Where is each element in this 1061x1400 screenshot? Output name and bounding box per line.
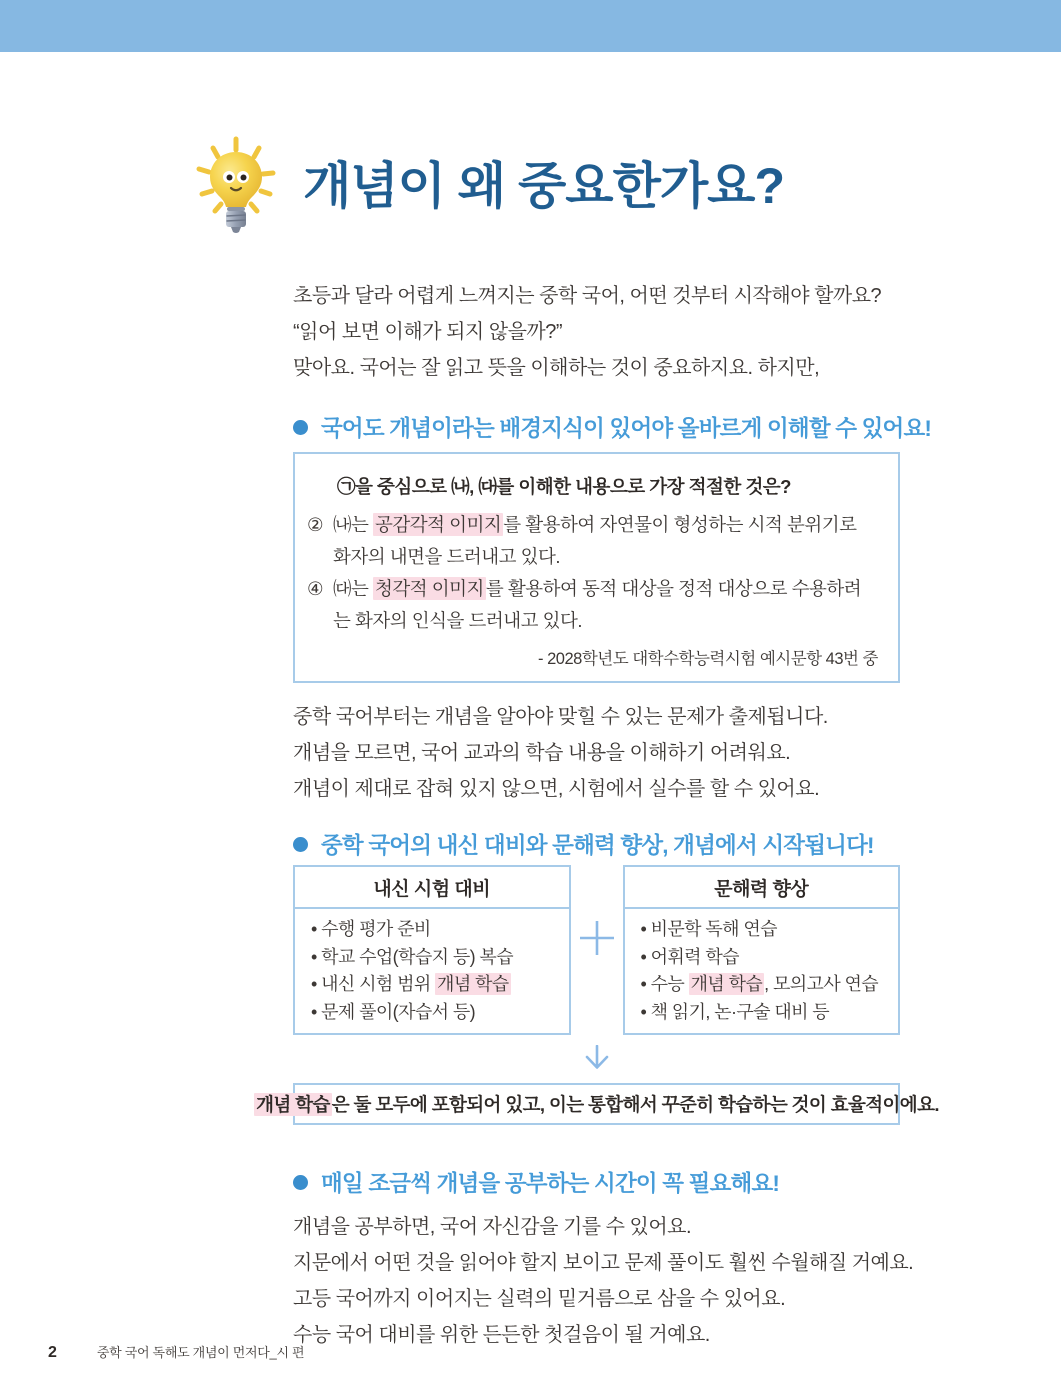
body-line: 개념이 제대로 잡혀 있지 않으면, 시험에서 실수를 할 수 있어요.	[293, 778, 820, 800]
page-content	[256, 278, 939, 1353]
list-item	[311, 916, 561, 944]
book-title: 중학 국어 독해도 개념이 먼저다_시 편	[96, 1345, 305, 1360]
bullet-dot-icon	[293, 1175, 308, 1190]
conclusion-text	[254, 1091, 939, 1117]
conclusion-text-post: 은 둘 모두에 포함되어 있고, 이는 통합해서 꾸준히 학습하는 것이 효율적이에요.	[331, 1094, 939, 1115]
box-list	[625, 909, 899, 1033]
outro-paragraph	[293, 1209, 914, 1353]
question-source: - 2028학년도 대학수학능력시험 예시문항 43번 중	[538, 650, 878, 668]
intro-line: 맞아요. 국어는 잘 읽고 뜻을 이해하는 것이 중요하지요. 하지만,	[293, 357, 820, 379]
highlighted-term: 청각적 이미지	[375, 578, 484, 599]
list-item	[641, 916, 891, 944]
plus-icon	[576, 917, 618, 964]
highlighted-term: 공감각적 이미지	[375, 514, 502, 535]
box-title: 문해력 향상	[625, 867, 899, 909]
section-heading-naesin-literacy	[293, 829, 900, 859]
item-text: 내신 시험 범위	[321, 974, 436, 994]
option-text	[333, 509, 878, 573]
box-list	[295, 909, 569, 1033]
option-number: ②	[307, 514, 324, 535]
list-item	[311, 999, 561, 1027]
down-arrow-icon	[293, 1045, 900, 1071]
bullet-dot-icon	[293, 837, 308, 852]
section-heading-background-knowledge	[293, 412, 932, 442]
page-number: 2	[48, 1344, 57, 1361]
section1-paragraph	[293, 699, 900, 807]
bullet-dot-icon	[293, 420, 308, 435]
option-number: ④	[307, 578, 324, 599]
list-item	[641, 944, 891, 972]
highlighted-term: 개념 학습	[256, 1094, 330, 1115]
option-text-post: 를 활용하여 자연물이 형성하는 시적 분위기로 화자의 내면을 드러내고 있다.	[333, 514, 857, 567]
item-text: 어휘력 학습	[650, 946, 739, 967]
highlighted-term: 개념 학습	[690, 974, 763, 994]
body-line: 수능 국어 대비를 위한 든든한 첫걸음이 될 거예요.	[293, 1324, 710, 1346]
naesin-exam-box	[293, 865, 571, 1035]
list-item	[641, 999, 891, 1027]
literacy-box	[623, 865, 901, 1035]
body-line: 개념을 공부하면, 국어 자신감을 기를 수 있어요.	[293, 1216, 692, 1238]
item-text: 책 읽기, 논·구술 대비 등	[650, 1001, 830, 1022]
comparison-diagram	[293, 865, 900, 1035]
option-text-pre: ㈏는	[333, 514, 374, 535]
list-item	[641, 971, 891, 999]
body-line: 지문에서 어떤 것을 읽어야 할지 보이고 문제 풀이도 훨씬 수월해질 거예요.	[293, 1252, 914, 1274]
list-item	[311, 971, 561, 999]
intro-line: “읽어 보면 이해가 되지 않을까?”	[293, 321, 563, 343]
exam-question-box	[293, 452, 900, 683]
section-heading-text: 국어도 개념이라는 배경지식이 있어야 올바르게 이해할 수 있어요!	[321, 416, 932, 441]
section-heading-daily-study	[293, 1167, 900, 1197]
item-text: 문제 풀이(자습서 등)	[321, 1001, 476, 1022]
body-line: 중학 국어부터는 개념을 알아야 맞힐 수 있는 문제가 출제됩니다.	[293, 706, 828, 728]
option-text-pre: ㈐는	[333, 578, 374, 599]
question-option	[307, 573, 878, 637]
body-line: 고등 국어까지 이어지는 실력의 밑거름으로 삼을 수 있어요.	[293, 1288, 786, 1310]
page-footer	[48, 1342, 304, 1362]
item-text: 수능	[650, 974, 689, 994]
question-text: ㉠을 중심으로 ㈏, ㈐를 이해한 내용으로 가장 적절한 것은?	[337, 476, 791, 497]
intro-line: 초등과 달라 어렵게 느껴지는 중학 국어, 어떤 것부터 시작해야 할까요?	[293, 285, 882, 307]
page-title: 개념이 왜 중요한가요?	[303, 157, 785, 214]
page-header	[193, 136, 1061, 236]
list-item	[311, 944, 561, 972]
question-option	[307, 509, 878, 573]
box-title: 내신 시험 대비	[295, 867, 569, 909]
conclusion-box	[256, 1083, 939, 1125]
item-text: 비문학 독해 연습	[650, 919, 777, 939]
item-text: 학교 수업(학습지 등) 복습	[321, 946, 513, 967]
section-heading-text: 매일 조금씩 개념을 공부하는 시간이 꼭 필요해요!	[321, 1171, 780, 1196]
section-heading-text: 중학 국어의 내신 대비와 문해력 향상, 개념에서 시작됩니다!	[321, 833, 874, 858]
intro-paragraph	[293, 278, 900, 386]
body-line: 개념을 모르면, 국어 교과의 학습 내용을 이해하기 어려워요.	[293, 742, 791, 764]
item-text: 수행 평가 준비	[321, 919, 431, 939]
top-color-bar	[0, 0, 1061, 52]
item-text-post: , 모의고사 연습	[764, 974, 879, 994]
lightbulb-character-icon	[193, 136, 279, 236]
option-text	[333, 573, 878, 637]
highlighted-term: 개념 학습	[437, 974, 509, 994]
option-text-post: 를 활용하여 동적 대상을 정적 대상으로 수용하려는 화자의 인식을 드러내고 있다.	[333, 578, 862, 631]
